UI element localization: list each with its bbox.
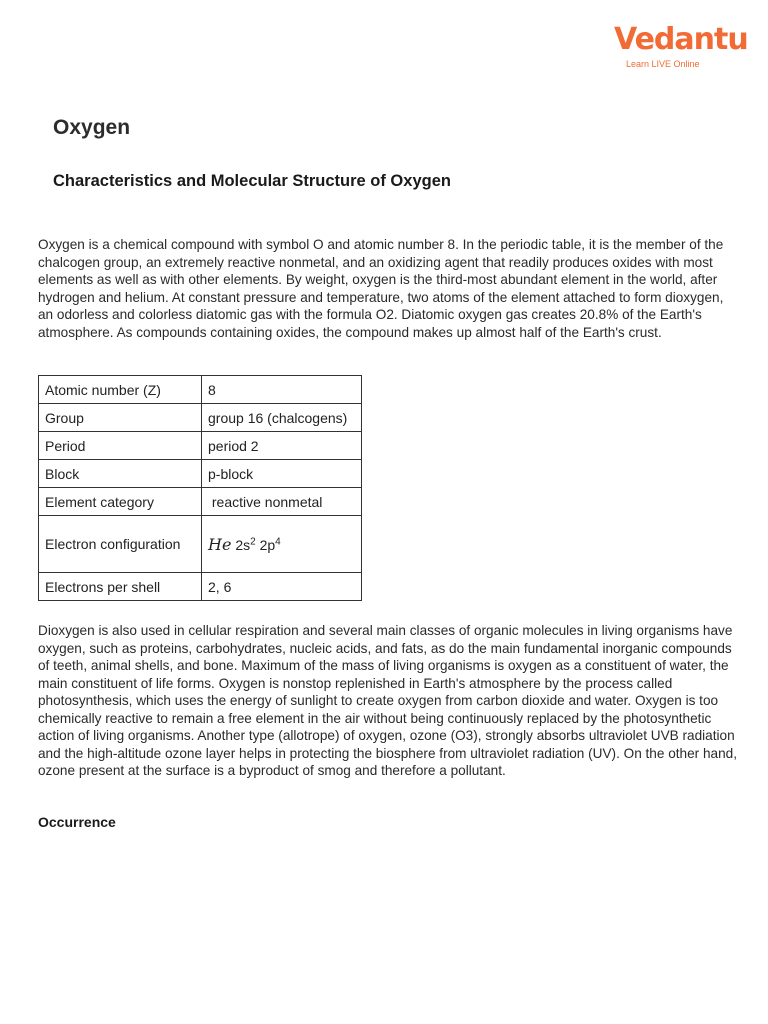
electron-configuration-value	[202, 516, 362, 573]
vedantu-logo	[600, 18, 748, 74]
table-row	[39, 488, 362, 516]
occurrence-heading: Occurrence	[38, 814, 116, 830]
table-row	[39, 404, 362, 432]
intro-paragraph: Oxygen is a chemical compound with symbol O and atomic number 8. In the periodic table, it is the member of the chalcogen group, an extremely reactive nonmetal, and an oxidizing agent that readily produces oxides with most elements as well as with other elements. By weight, oxygen is the third-most abundant element in the world, after hydrogen and helium. At constant pressure and temperature, two atoms of the element attached to form dioxygen, an odorless and colorless diatomic gas with the formula O2. Diatomic oxygen gas creates 20.8% of the Earth's atmosphere. As compounds containing oxides, the compound makes up almost half of the Earth's crust.	[38, 237, 724, 340]
orbital-2p: 2p	[259, 536, 276, 553]
orbital-2s: 2s	[235, 536, 251, 553]
property-name: Group	[39, 404, 202, 432]
logo-tagline: Learn LIVE Online	[626, 59, 700, 69]
property-name: Block	[39, 460, 202, 488]
table-row	[39, 432, 362, 460]
table-row	[39, 573, 362, 601]
property-name: Electron configuration	[39, 516, 202, 573]
property-value: period 2	[202, 432, 362, 460]
property-name: Period	[39, 432, 202, 460]
table-row	[39, 376, 362, 404]
property-name: Atomic number (Z)	[39, 376, 202, 404]
property-value: group 16 (chalcogens)	[202, 404, 362, 432]
property-name: Element category	[39, 488, 202, 516]
property-value: 8	[202, 376, 362, 404]
table-row	[39, 516, 362, 573]
property-name: Electrons per shell	[39, 573, 202, 601]
property-value: reactive nonmetal	[202, 488, 362, 516]
section-subtitle: Characteristics and Molecular Structure of Oxygen	[53, 172, 451, 190]
orbital-2s-exponent: 2	[250, 535, 256, 547]
oxygen-properties-table	[38, 375, 362, 601]
property-value: p-block	[202, 460, 362, 488]
orbital-2p-exponent: 4	[275, 535, 281, 547]
noble-gas-core: He	[208, 534, 232, 554]
property-value: 2, 6	[202, 573, 362, 601]
page-title: Oxygen	[53, 116, 131, 139]
body-paragraph: Dioxygen is also used in cellular respiration and several main classes of organic molecules in living organisms have oxygen, such as proteins, carbohydrates, nucleic acids, and fats, as do the main fundamental inorganic compounds of teeth, animal shells, and bone. Maximum of the mass of living organisms is oxygen as a constituent of water, the main constituent of life forms. Oxygen is nonstop replenished in Earth's atmosphere by the process called photosynthesis, which uses the energy of sunlight to create oxygen from carbon dioxide and water. Oxygen is too chemically reactive to remain a free element in the air without being continuously replaced by the photosynthetic action of living organisms. Another type (allotrope) of oxygen, ozone (O3), strongly absorbs ultraviolet UVB radiation and the high-altitude ozone layer helps in protecting the biosphere from ultraviolet radiation (UV). On the other hand, ozone present at the surface is a byproduct of smog and therefore a pollutant.	[38, 623, 737, 778]
logo-wordmark: Vedantu	[614, 22, 748, 57]
table-row	[39, 460, 362, 488]
